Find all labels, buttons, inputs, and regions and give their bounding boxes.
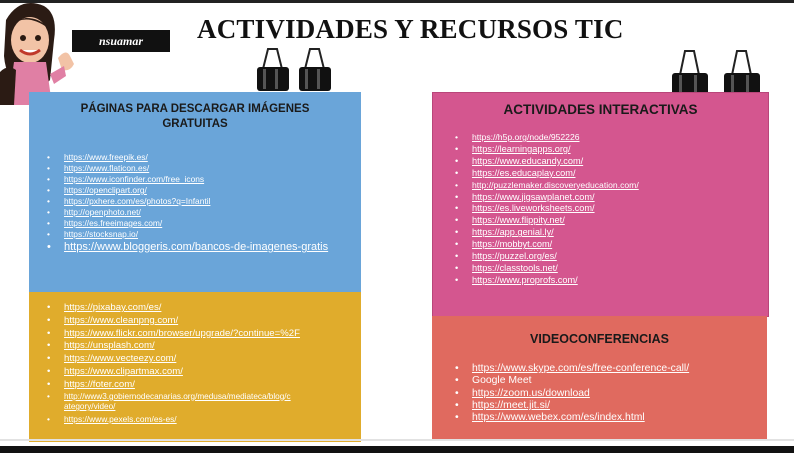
link-jitsi[interactable]: https://meet.jit.si/ [472, 399, 550, 411]
bullet: • [455, 167, 459, 178]
list-item [452, 156, 639, 168]
link-cleanpng[interactable]: https://www.cleanpng.com/ [64, 314, 179, 326]
bullet: • [47, 174, 50, 184]
bullet: • [455, 215, 459, 226]
link-iconfinder[interactable]: https://www.iconfinder.com/free_icons [64, 174, 205, 184]
bullet: • [47, 353, 51, 365]
bullet: • [47, 340, 51, 352]
link-freepik[interactable]: https://www.freepik.es/ [64, 152, 148, 162]
link-stocksnap[interactable]: https://stocksnap.io/ [64, 229, 139, 239]
avatar [0, 0, 110, 105]
link-classtools[interactable]: https://classtools.net/ [472, 262, 558, 273]
list-item [44, 240, 328, 254]
videoconference-list [452, 363, 689, 424]
list-item [44, 340, 300, 353]
bullet: • [47, 302, 51, 313]
link-pixabay[interactable]: https://pixabay.com/es/ [64, 302, 162, 313]
bullet: • [47, 365, 51, 377]
bullet: • [455, 399, 459, 411]
bullet: • [455, 227, 459, 238]
bullet: • [47, 314, 51, 326]
list-item [44, 392, 300, 403]
list-item [452, 168, 639, 180]
bullet: • [455, 179, 459, 190]
list-item [452, 400, 689, 412]
image-sites-list [44, 152, 328, 254]
link-gobiernodecanarias[interactable]: http://www3.gobiernodecanarias.org/medusa/mediateca/blog/c [64, 391, 291, 401]
list-item [44, 379, 300, 392]
list-item [44, 174, 328, 185]
image-sites-list-2 [44, 302, 300, 425]
list-item [452, 251, 639, 263]
bullet: • [47, 163, 50, 173]
list-item [452, 144, 639, 156]
link-educaplay[interactable]: https://es.educaplay.com/ [472, 167, 576, 178]
bullet: • [47, 241, 51, 253]
brand-label: nsuamar [72, 30, 170, 52]
bullet: • [455, 412, 459, 424]
top-bar [0, 0, 794, 3]
link-flippity[interactable]: https://www.flippity.net/ [472, 215, 565, 226]
list-item [44, 185, 328, 196]
list-item [452, 203, 639, 215]
bullet: • [47, 413, 50, 424]
link-bloggeris[interactable]: https://www.bloggeris.com/bancos-de-imagenes-gratis [64, 241, 329, 253]
list-item [452, 375, 689, 387]
bullet: • [47, 218, 50, 228]
list-item [452, 275, 639, 287]
link-h5p[interactable]: https://h5p.org/node/952226 [472, 132, 580, 142]
bullet: • [47, 327, 51, 339]
link-clipartmax[interactable]: https://www.clipartmax.com/ [64, 365, 183, 377]
bottom-bar [0, 446, 794, 453]
bullet: • [47, 229, 50, 239]
list-item [452, 363, 689, 375]
binder-clips-left-icon [255, 45, 333, 93]
link-pexels[interactable]: https://www.pexels.com/es-es/ [64, 413, 177, 424]
list-item [452, 239, 639, 251]
bullet: • [455, 191, 459, 202]
list-item [452, 180, 639, 192]
link-puzzel[interactable]: https://puzzel.org/es/ [472, 251, 557, 262]
list-item [452, 227, 639, 239]
bullet: • [455, 387, 459, 399]
list-item [452, 388, 689, 400]
bullet: • [47, 185, 50, 195]
bottom-divider [0, 439, 794, 441]
bullet: • [47, 196, 50, 206]
list-item [44, 302, 300, 315]
bullet: • [47, 391, 50, 401]
list-item [44, 152, 328, 163]
link-freeimages[interactable]: https://es.freeimages.com/ [64, 218, 163, 228]
link-educandy[interactable]: https://www.educandy.com/ [472, 155, 584, 166]
images-panel-heading [29, 92, 361, 132]
list-item [44, 196, 328, 207]
page-title: ACTIVIDADES Y RECURSOS TIC [197, 14, 624, 44]
link-gobiernodecanarias-cont[interactable]: ategory/video/ [64, 402, 116, 412]
link-openclipart[interactable]: https://openclipart.org/ [64, 185, 147, 195]
link-foter[interactable]: https://foter.com/ [64, 378, 135, 390]
list-item [44, 402, 300, 413]
link-flickr[interactable]: https://www.flickr.com/browser/upgrade/?continue=%2F [64, 327, 300, 339]
link-webex[interactable]: https://www.webex.com/es/index.html [472, 412, 645, 424]
bullet: • [47, 207, 50, 217]
link-unsplash[interactable]: https://unsplash.com/ [64, 340, 155, 352]
link-liveworksheets[interactable]: https://es.liveworksheets.com/ [472, 203, 595, 214]
google-meet-label: Google Meet [472, 375, 532, 387]
list-item [44, 315, 300, 328]
bullet: • [47, 152, 50, 162]
bullet: • [47, 378, 51, 390]
list-item [44, 229, 328, 240]
link-skype[interactable]: https://www.skype.com/es/free-conference-call/ [472, 363, 690, 374]
list-item [452, 215, 639, 227]
bullet: • [455, 262, 459, 273]
bullet: • [455, 251, 459, 262]
interactive-panel-heading: ACTIVIDADES INTERACTIVAS [503, 102, 698, 117]
list-item [452, 192, 639, 204]
list-item [452, 132, 639, 144]
bullet: • [455, 239, 459, 250]
list-item [452, 412, 689, 424]
link-learningapps[interactable]: https://learningapps.org/ [472, 143, 571, 154]
list-item [44, 353, 300, 366]
list-item [44, 328, 300, 341]
link-jigsawplanet[interactable]: https://www.jigsawplanet.com/ [472, 191, 595, 202]
link-flaticon[interactable]: https://www.flaticon.es/ [64, 163, 150, 173]
video-panel-heading: VIDEOCONFERENCIAS [530, 332, 669, 346]
bullet: • [455, 132, 459, 142]
bullet: • [455, 203, 459, 214]
bullet: • [455, 363, 459, 374]
link-proprofs[interactable]: https://www.proprofs.com/ [472, 274, 578, 285]
images-heading-line1: PÁGINAS PARA DESCARGAR IMÁGENES [80, 103, 310, 115]
interactive-sites-list [452, 132, 639, 287]
list-item [452, 263, 639, 275]
link-openphoto[interactable]: http://openphoto.net/ [64, 207, 141, 217]
bullet: • [455, 375, 459, 387]
link-pxhere[interactable]: https://pxhere.com/es/photos?q=Infantil [64, 196, 211, 206]
link-zoom[interactable]: https://zoom.us/download [472, 387, 590, 399]
bullet: • [455, 155, 459, 166]
images-heading-line2: GRATUITAS [162, 118, 228, 130]
link-genially[interactable]: https://app.genial.ly/ [472, 227, 554, 238]
list-item [44, 218, 328, 229]
list-item [44, 163, 328, 174]
link-puzzlemaker[interactable]: http://puzzlemaker.discoveryeducation.com/ [472, 179, 639, 190]
link-vecteezy[interactable]: https://www.vecteezy.com/ [64, 353, 177, 365]
bullet: • [455, 274, 459, 285]
list-item [44, 366, 300, 379]
link-mobbyt[interactable]: https://mobbyt.com/ [472, 239, 553, 250]
bullet: • [455, 143, 459, 154]
list-item [44, 207, 328, 218]
list-item [44, 413, 300, 426]
